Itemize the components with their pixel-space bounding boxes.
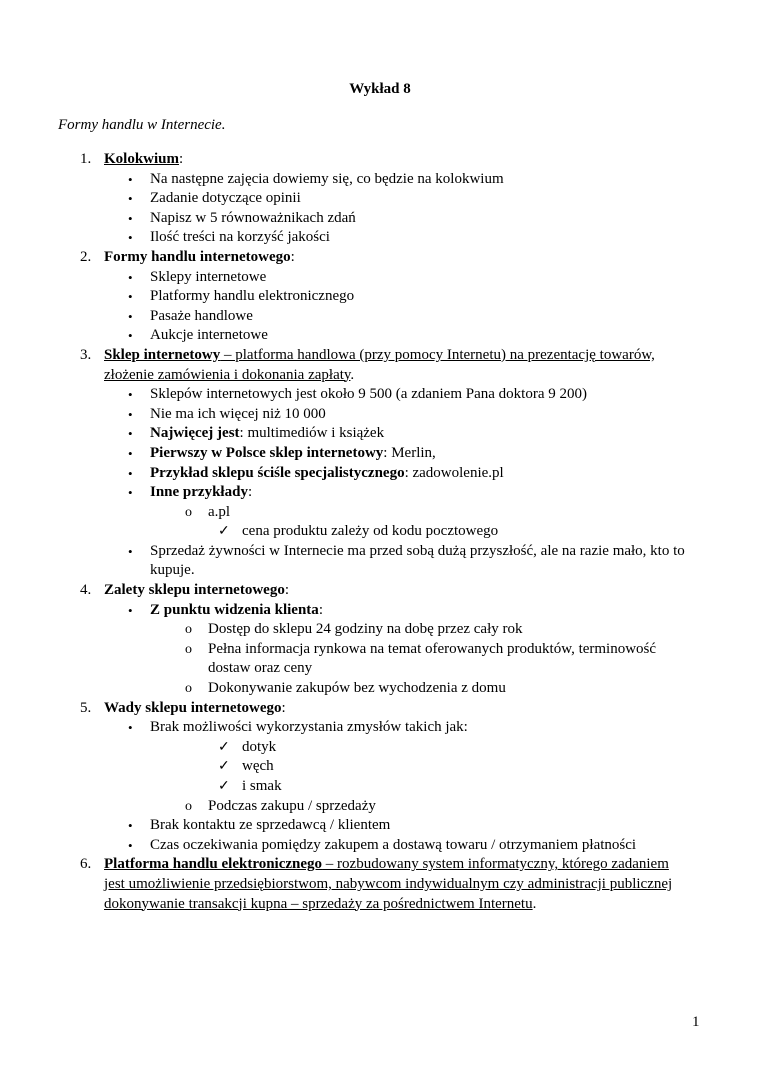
sub-list-item: o Dokonywanie zakupów bez wychodzenia z domu xyxy=(0,679,760,699)
section-title: Sklep internetowy xyxy=(104,346,221,363)
bullet-icon: • xyxy=(128,191,133,207)
sub-list-item: o a.pl xyxy=(0,503,760,523)
page-number: 1 xyxy=(692,1014,700,1030)
check-icon: ✓ xyxy=(218,759,230,775)
circle-bullet-icon: o xyxy=(185,798,192,814)
bullet-icon: • xyxy=(128,171,133,187)
list-item: • Pierwszy w Polsce sklep internetowy: Merlin, xyxy=(0,444,760,464)
list-item: • Ilość treści na korzyść jakości xyxy=(0,228,760,248)
bullet-icon: • xyxy=(128,720,133,736)
sub-list-item: o Dostęp do sklepu 24 godziny na dobę przez cały rok xyxy=(0,620,760,640)
document-title: Wykład 8 xyxy=(349,81,411,97)
bullet-icon: • xyxy=(128,210,133,226)
check-list-item: ✓ cena produktu zależy od kodu pocztowego xyxy=(0,522,760,542)
check-icon: ✓ xyxy=(218,524,230,540)
bullet-icon: • xyxy=(128,387,133,403)
list-item: • Brak możliwości wykorzystania zmysłów takich jak: xyxy=(0,718,760,738)
section-number: 5. xyxy=(80,699,92,716)
list-item: • Na następne zajęcia dowiemy się, co będzie na kolokwium xyxy=(0,170,760,190)
bullet-icon: • xyxy=(128,426,133,442)
section-title: Zalety sklepu internetowego xyxy=(104,582,285,599)
bullet-icon: • xyxy=(128,445,133,461)
definition-continuation: złożenie zamówienia i dokonania zapłaty. xyxy=(104,366,355,383)
list-item: • Przykład sklepu ściśle specjalistycznego: zadowolenie.pl xyxy=(0,464,760,484)
list-item: • Aukcje internetowe xyxy=(0,326,760,346)
bullet-icon: • xyxy=(128,837,133,853)
bullet-icon: • xyxy=(128,308,133,324)
list-item: • Czas oczekiwania pomiędzy zakupem a dostawą towaru / otrzymaniem płatności xyxy=(0,836,760,856)
check-list-item: ✓ i smak xyxy=(0,777,760,797)
section-2-heading: 2. Formy handlu internetowego: xyxy=(0,248,760,268)
document-body xyxy=(0,150,760,914)
bullet-icon: • xyxy=(128,485,133,501)
bullet-icon: • xyxy=(128,465,133,481)
bullet-icon: • xyxy=(128,289,133,305)
bullet-icon: • xyxy=(128,818,133,834)
bullet-icon: • xyxy=(128,328,133,344)
section-number: 6. xyxy=(80,856,92,873)
section-title: Formy handlu internetowego xyxy=(104,248,291,265)
list-item: • Sprzedaż żywności w Internecie ma przed sobą dużą przyszłość, ale na razie mało, kto to xyxy=(0,542,760,562)
section-title: Kolokwium xyxy=(104,151,180,167)
section-4-heading: 4. Zalety sklepu internetowego: xyxy=(0,581,760,601)
bullet-icon: • xyxy=(128,269,133,285)
bullet-icon: • xyxy=(128,230,133,246)
bullet-icon: • xyxy=(128,406,133,422)
check-icon: ✓ xyxy=(218,739,230,755)
section-5-heading: 5. Wady sklepu internetowego: xyxy=(0,699,760,719)
list-item: • Zadanie dotyczące opinii xyxy=(0,189,760,209)
list-item: • Sklepów internetowych jest około 9 500 (a zdaniem Pana doktora 9 200) xyxy=(0,385,760,405)
section-number: 2. xyxy=(80,248,92,265)
list-item-continuation: kupuje. xyxy=(150,562,195,579)
definition-text: – platforma handlowa (przy pomocy Internetu) na prezentację towarów, xyxy=(220,346,655,363)
sub-list-item: o Pełna informacja rynkowa na temat oferowanych produktów, terminowość xyxy=(0,640,760,660)
definition-continuation: jest umożliwienie przedsiębiorstwom, nabywcom indywidualnym czy administracji publicznej xyxy=(104,875,673,892)
section-title: Platforma handlu elektronicznego xyxy=(104,856,323,873)
definition-continuation: dokonywanie transakcji kupna – sprzedaży za pośrednictwem Internetu. xyxy=(104,895,537,912)
list-item: • Nie ma ich więcej niż 10 000 xyxy=(0,405,760,425)
document-subtitle: Formy handlu w Internecie. xyxy=(58,117,226,133)
check-icon: ✓ xyxy=(218,779,230,794)
circle-bullet-icon: o xyxy=(185,504,192,520)
list-item: • Brak kontaktu ze sprzedawcą / klientem xyxy=(0,816,760,836)
circle-bullet-icon: o xyxy=(185,681,192,697)
section-title: Wady sklepu internetowego xyxy=(104,699,282,716)
section-6-heading xyxy=(0,855,760,875)
section-number: 1. xyxy=(80,151,92,167)
list-item: • Platformy handlu elektronicznego xyxy=(0,287,760,307)
list-item: • Pasaże handlowe xyxy=(0,307,760,327)
check-list-item: ✓ dotyk xyxy=(0,738,760,758)
sub-list-item-continuation: dostaw oraz ceny xyxy=(208,660,313,677)
list-item: • Z punktu widzenia klienta: xyxy=(0,601,760,621)
list-item: • Napisz w 5 równoważnikach zdań xyxy=(0,209,760,229)
bullet-icon: • xyxy=(128,543,133,559)
list-item: • Najwięcej jest: multimediów i książek xyxy=(0,424,760,444)
check-list-item: ✓ węch xyxy=(0,757,760,777)
sub-list-item: o Podczas zakupu / sprzedaży xyxy=(0,797,760,817)
circle-bullet-icon: o xyxy=(185,622,192,638)
section-3-heading xyxy=(0,346,760,366)
section-1-heading: 1. Kolokwium: xyxy=(0,150,760,170)
bullet-icon: • xyxy=(128,602,133,618)
list-item: • Sklepy internetowe xyxy=(0,268,760,288)
definition-text: – rozbudowany system informatyczny, którego zadaniem xyxy=(322,856,669,873)
circle-bullet-icon: o xyxy=(185,641,192,657)
section-number: 3. xyxy=(80,346,92,363)
list-item: • Inne przykłady: xyxy=(0,483,760,503)
section-number: 4. xyxy=(80,582,92,599)
